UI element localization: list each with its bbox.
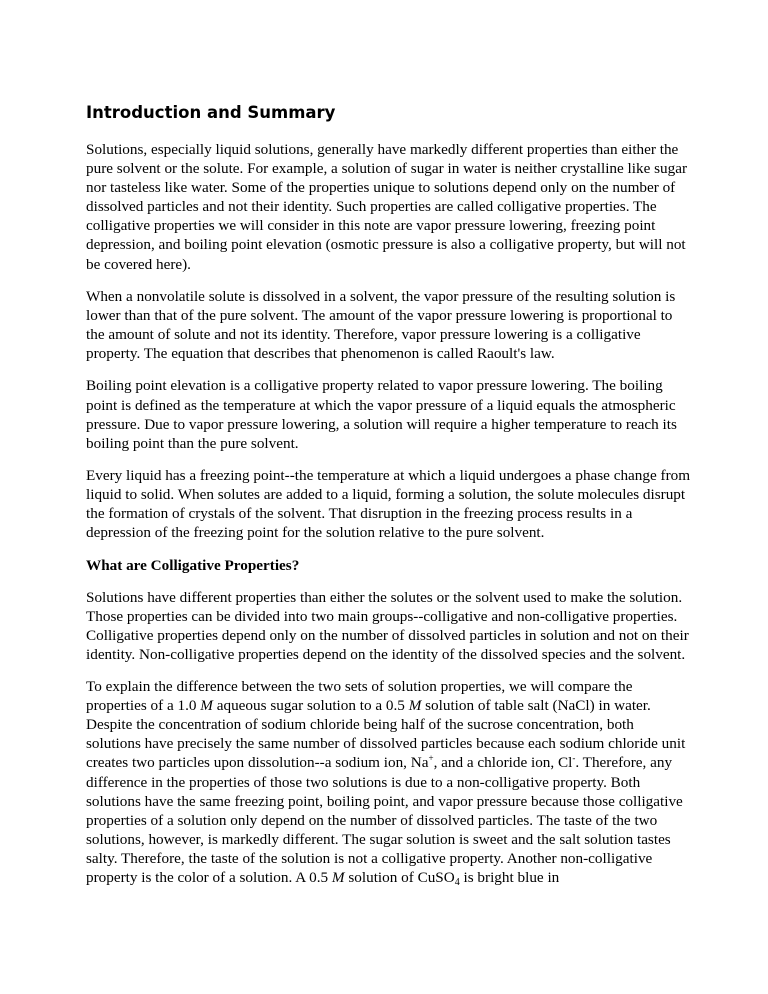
colligative-paragraph-1: Solutions have different properties than either the solutes or the solvent used to make the solution. Those properties can be divided into two main groups--colligative and non-colligative properties. Colligative properties depend only on the number of dissolved particles in solution and not on their identity. Non-colligative properties depend on the identity of the dissolved species and the solvent.	[86, 588, 689, 663]
section-heading-colligative: What are Colligative Properties?	[86, 556, 300, 574]
text-run: solution of table salt (NaCl) in water. Despite the concentration of sodium chloride being half of the sucrose concentration, both solutions have precisely the same number of dissolved particles because each sodium chloride unit creates two particles upon dissolution--a sodium ion, Na	[86, 697, 686, 772]
text-run: aqueous sugar solution to a 0.5	[212, 697, 409, 715]
text-run: , and a chloride ion, Cl	[433, 754, 573, 772]
intro-paragraph-3: Boiling point elevation is a colligative property related to vapor pressure lowering. The boiling point is defined as the temperature at which the vapor pressure of a liquid equals the atmospheric pressure. Due to vapor pressure lowering, a solution will require a higher temperature to reach its boiling point than the pure solvent.	[86, 377, 677, 452]
formula-subscript: 4	[454, 877, 460, 889]
section-heading-introduction: Introduction and Summary	[86, 103, 336, 122]
document-body	[86, 103, 692, 900]
text-run: solution of CuSO	[344, 869, 455, 887]
ion-charge-superscript: -	[572, 753, 576, 764]
molarity-unit: M	[200, 697, 213, 715]
intro-paragraph-4: Every liquid has a freezing point--the temperature at which a liquid undergoes a phase change from liquid to solid. When solutes are added to a liquid, forming a solution, the solute molecules disrupt the formation of crystals of the solvent. That disruption in the freezing process results in a depression of the freezing point for the solution relative to the pure solvent.	[86, 466, 691, 542]
text-run: is bright blue in	[459, 869, 560, 887]
molarity-unit: M	[331, 869, 345, 887]
molarity-unit: M	[408, 697, 422, 715]
text-run: To explain the difference between the two sets of solution properties, we will compare the properties of a 1.0	[86, 678, 633, 715]
intro-paragraph-2: When a nonvolatile solute is dissolved in a solvent, the vapor pressure of the resulting solution is lower than that of the pure solvent. The amount of the vapor pressure lowering is proportional to the amount of solute and not its identity. Therefore, vapor pressure lowering is a colligative property. The equation that describes that phenomenon is called Raoult's law.	[86, 287, 676, 363]
colligative-paragraph-2	[86, 677, 692, 887]
ion-charge-superscript: +	[428, 753, 434, 764]
intro-paragraph-1: Solutions, especially liquid solutions, generally have markedly different properties than either the pure solvent or the solute. For example, a solution of sugar in water is neither crystalline like sugar nor tasteless like water. Some of the properties unique to solutions depend only on the number of dissolved particles and not their identity. Such properties are called colligative properties. The colligative properties we will consider in this note are vapor pressure lowering, freezing point depression, and boiling point elevation (osmotic pressure is also a colligative property, but will not be covered here).	[86, 141, 688, 273]
text-run: . Therefore, any difference in the properties of those two solutions is due to a non-colligative property. Both solutions have the same freezing point, boiling point, and vapor pressure because those colligative properties of a solution only depend on the number of dissolved particles. The taste of the two solutions, however, is markedly different. The sugar solution is sweet and the salt solution tastes salty. Therefore, the taste of the solution is not a colligative property. Another non-colligative property is the color of a solution. A 0.5	[86, 754, 683, 887]
